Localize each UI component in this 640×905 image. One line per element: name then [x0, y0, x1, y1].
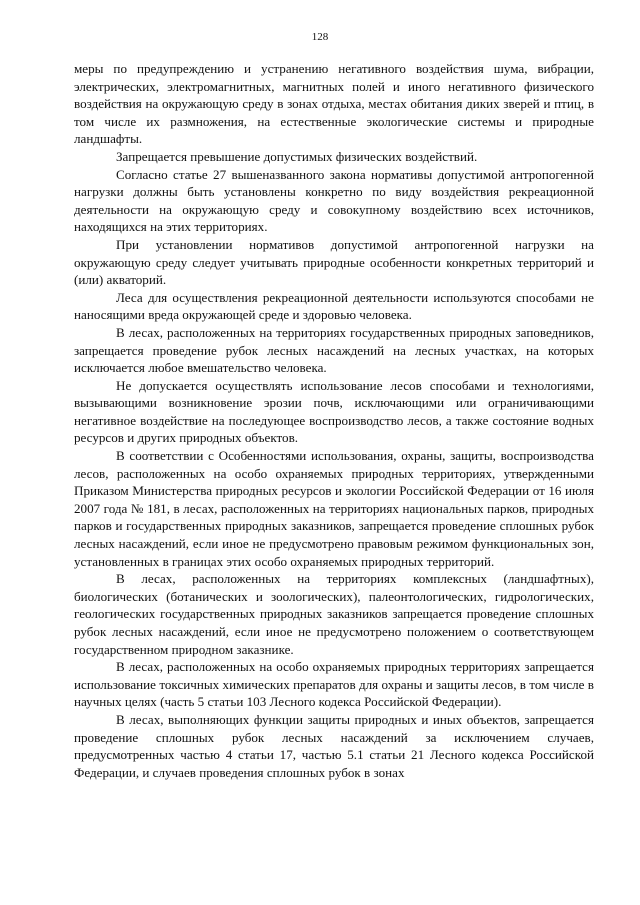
paragraph-erosion-methods: Не допускается осуществлять использование лесов способами и технологиями, вызывающими возникновение эрозии почв, исключающими или ограничивающими негативное воздействие на последующее воспроизводство лесов, а также состояние водных ресурсов и других природных объектов. — [74, 377, 594, 446]
paragraph-physical-impact-ban: Запрещается превышение допустимых физических воздействий. — [116, 148, 478, 164]
paragraph-load-standards: При установлении нормативов допустимой антропогенной нагрузки на окружающую среду следует учитывать природные особенности конкретных территорий и (или) акваторий. — [74, 236, 594, 288]
page-number: 128 — [311, 31, 329, 43]
paragraph-complex-sanctuaries: В лесах, расположенных на территориях комплексных (ландшафтных), биологических (ботанических и зоологических), палеонтологических, гидрологических, геологических государственных природных заказников запрещается проведение сплошных рубок лесных насаждений, если иное не предусмотрено положением о соответствующем государственном природном заказнике. — [74, 571, 594, 657]
paragraph-recreational-forests: Леса для осуществления рекреационной деятельности используются способами не наносящими вреда окружающей среде и здоровью человека. — [74, 289, 594, 323]
paragraph-protective-forests: В лесах, выполняющих функции защиты природных и иных объектов, запрещается проведение сплошных рубок лесных насаждений за исключением случаев, предусмотренных частью 4 статьи 17, частью 5.1 статьи 21 Лесного кодекса Российской Федерации, и случаев проведения сплошных рубок в зонах — [74, 711, 594, 780]
body-text — [74, 60, 594, 781]
paragraph-noise-measures: меры по предупреждению и устранению негативного воздействия шума, вибрации, электрических, электромагнитных, магнитных полей и иного негативного физического воздействия на окружающую среду в зонах отдыха, местах обитания диких зверей и птиц, в том числе их размножения, на естественные экологические системы и природные ландшафты. — [74, 61, 594, 147]
paragraph-order-181: В соответствии с Особенностями использования, охраны, защиты, воспроизводства лесов, расположенных на особо охраняемых природных территориях, утвержденными Приказом Министерства природных ресурсов и экологии Российской Федерации от 16 июля 2007 года № 181, в лесах, расположенных на территориях национальных парков, природных парков и государственных природных заказников, запрещается проведение сплошных рубок лесных насаждений, если иное не предусмотрено правовым режимом функциональных зон, установленных в границах этих особо охраняемых природных территорий. — [74, 448, 594, 569]
paragraph-toxic-chemicals: В лесах, расположенных на особо охраняемых природных территориях запрещается использование токсичных химических препаратов для охраны и защиты лесов, в том числе в научных целях (часть 5 статьи 103 Лесного кодекса Российской Федерации). — [74, 659, 594, 710]
paragraph-article-27: Согласно статье 27 вышеназванного закона нормативы допустимой антропогенной нагрузки должны быть установлены конкретно по виду воздействия рекреационной деятельности на окружающую среду и совокупному воздействию всех источников, находящихся на этих территориях. — [74, 166, 594, 235]
paragraph-nature-reserves: В лесах, расположенных на территориях государственных природных заповедников, запрещается проведение рубок лесных насаждений на лесных участках, на которых исключается любое вмешательство человека. — [74, 324, 594, 376]
